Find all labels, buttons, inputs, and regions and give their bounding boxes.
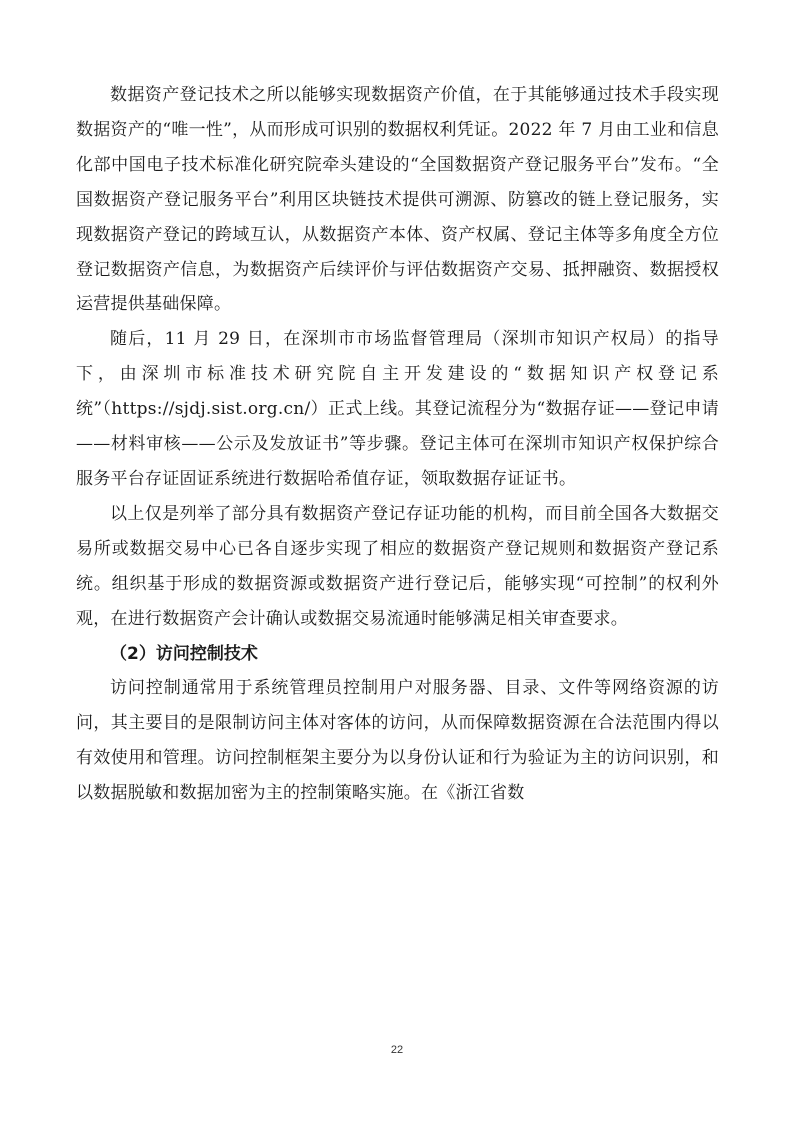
section-heading: （2）访问控制技术	[110, 643, 258, 664]
paragraph-shenzhen-registration-system: 随后，11 月 29 日，在深圳市市场监督管理局（深圳市知识产权局）的指导下，由深圳市标准技术研究院自主开发建设的“数据知识产权登记系统”（https://sjdj.sist.org.cn/）正式上线。其登记流程分为“数据存证——登记申请——材料审核——公示及发放证书”等步骤。登记主体可在深圳市知识产权保护综合服务平台存证固证系统进行数据哈希值存证，领取数据存证证书。	[76, 329, 719, 489]
paragraph-exchange-registration: 以上仅是列举了部分具有数据资产登记存证功能的机构，而目前全国各大数据交易所或数据交易中心已各自逐步实现了相应的数据资产登记规则和数据资产登记系统。组织基于形成的数据资源或数据资产进行登记后，能够实现“可控制”的权利外观，在进行数据资产会计确认或数据交易流通时能够满足相关审查要求。	[76, 503, 719, 629]
page-number: 22	[390, 1044, 404, 1056]
document-body	[76, 78, 719, 811]
paragraph-data-asset-registration: 数据资产登记技术之所以能够实现数据资产价值，在于其能够通过技术手段实现数据资产的“唯一性”，从而形成可识别的数据权利凭证。2022 年 7 月由工业和信息化部中国电子技术标准化研究院牵头建设的“全国数据资产登记服务平台”发布。“全国数据资产登记服务平台”利用区块链技术提供可溯源、防篡改的链上登记服务，实现数据资产登记的跨域互认，从数据资产本体、资产权属、登记主体等多角度全方位登记数据资产信息，为数据资产后续评价与评估数据资产交易、抵押融资、数据授权运营提供基础保障。	[76, 85, 719, 315]
paragraph-access-control: 访问控制通常用于系统管理员控制用户对服务器、目录、文件等网络资源的访问，其主要目的是限制访问主体对客体的访问，从而保障数据资源在合法范围内得以有效使用和管理。访问控制框架主要分为以身份认证和行为验证为主的访问识别，和以数据脱敏和数据加密为主的控制策略实施。在《浙江省数	[76, 678, 719, 804]
